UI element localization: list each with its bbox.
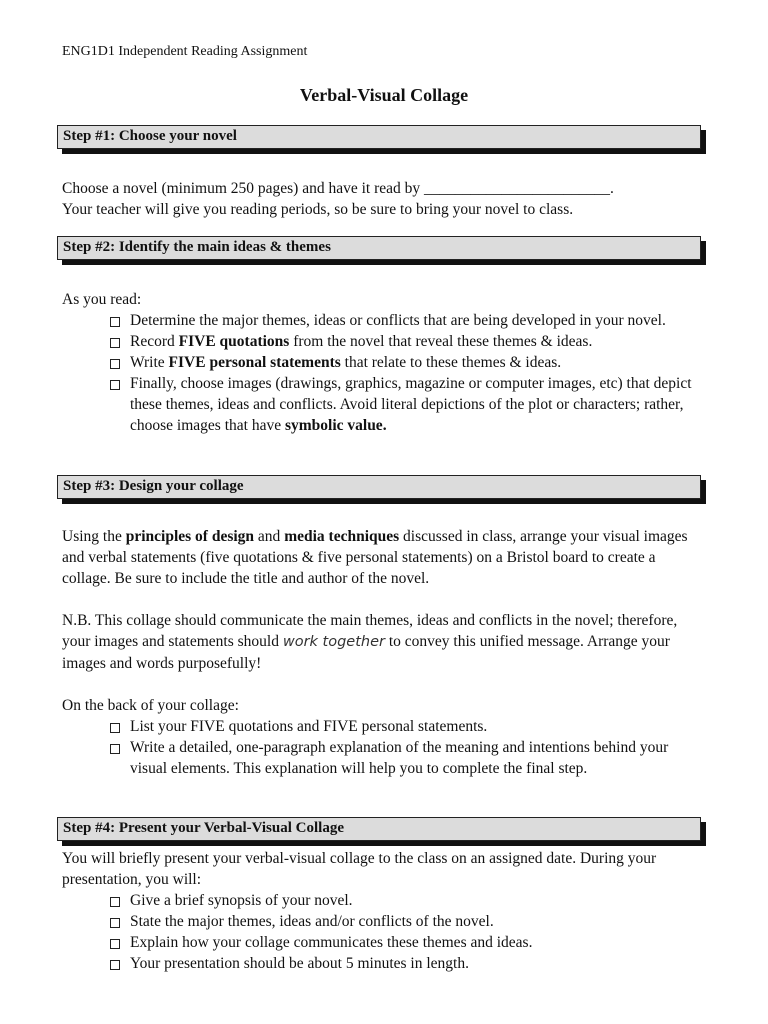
step-2-intro: As you read: bbox=[62, 291, 142, 308]
step-3-checklist bbox=[62, 716, 702, 779]
step-2-heading-bar bbox=[57, 236, 701, 260]
step-3-paragraph-1: Using the principles of design and media techniques discussed in class, arrange your visual images and verbal statements (five quotations & five personal statements) on a Bristol board to create a collage. Be sure to include the title and author of the novel. bbox=[62, 528, 688, 587]
checklist-item: Determine the major themes, ideas or conflicts that are being developed in your novel. bbox=[130, 310, 702, 331]
step-1-heading-bar bbox=[57, 125, 701, 149]
checklist-item: Write a detailed, one-paragraph explanation of the meaning and intentions behind your visual elements. This explanation will help you to complete the final step. bbox=[130, 737, 702, 779]
step-3-paragraph-3: On the back of your collage: bbox=[62, 697, 239, 714]
step-3-heading-bar bbox=[57, 475, 701, 499]
step-2-heading: Step #2: Identify the main ideas & themes bbox=[63, 239, 331, 255]
checklist-item: Finally, choose images (drawings, graphics, magazine or computer images, etc) that depict these themes, ideas and conflicts. Avoid literal depictions of the plot or characters; rather, choose images that have symbolic value. bbox=[130, 373, 702, 436]
step-4-body bbox=[62, 848, 702, 974]
step-1-body bbox=[62, 178, 702, 220]
step-1-line-2: Your teacher will give you reading periods, so be sure to bring your novel to class. bbox=[62, 201, 574, 218]
checklist-item: State the major themes, ideas and/or conflicts of the novel. bbox=[130, 911, 702, 932]
step-3-body bbox=[62, 526, 702, 779]
step-2-checklist bbox=[62, 310, 702, 436]
step-1-heading: Step #1: Choose your novel bbox=[63, 128, 237, 144]
checklist-item: List your FIVE quotations and FIVE personal statements. bbox=[130, 716, 702, 737]
step-4-heading: Step #4: Present your Verbal-Visual Collage bbox=[63, 820, 344, 836]
step-3-paragraph-2: N.B. This collage should communicate the main themes, ideas and conflicts in the novel; therefore, your images and statements should work together to convey this unified message. Arrange your images and words purposefully! bbox=[62, 612, 678, 672]
step-4-intro: You will briefly present your verbal-visual collage to the class on an assigned date. During your presentation, you will: bbox=[62, 850, 657, 888]
checklist-item: Record FIVE quotations from the novel that reveal these themes & ideas. bbox=[130, 331, 702, 352]
course-header: ENG1D1 Independent Reading Assignment bbox=[62, 44, 308, 59]
step-4-checklist bbox=[62, 890, 702, 974]
step-2-body bbox=[62, 289, 702, 436]
step-4-heading-bar bbox=[57, 817, 701, 841]
checklist-item: Write FIVE personal statements that relate to these themes & ideas. bbox=[130, 352, 702, 373]
checklist-item: Explain how your collage communicates these themes and ideas. bbox=[130, 932, 702, 953]
checklist-item: Your presentation should be about 5 minutes in length. bbox=[130, 953, 702, 974]
step-1-line-1: Choose a novel (minimum 250 pages) and have it read by ________________________. bbox=[62, 180, 614, 197]
step-3-heading: Step #3: Design your collage bbox=[63, 478, 244, 494]
document-title: Verbal-Visual Collage bbox=[299, 85, 469, 105]
checklist-item: Give a brief synopsis of your novel. bbox=[130, 890, 702, 911]
